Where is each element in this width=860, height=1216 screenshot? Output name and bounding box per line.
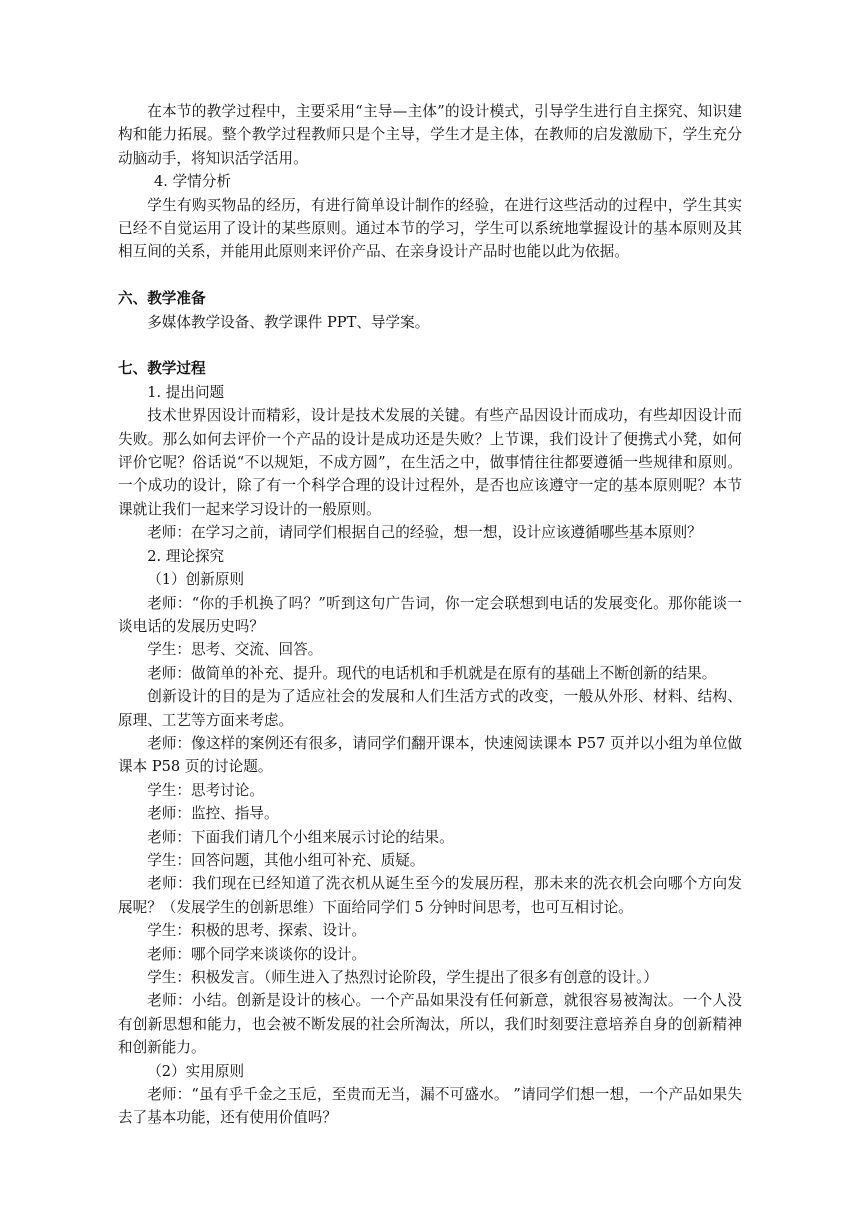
teacher-question: 老师：在学习之前，请同学们根据自己的经验，想一想，设计应该遵循哪些基本原则？ <box>147 524 702 542</box>
step-1-paragraph: 技术世界因设计而精彩，设计是技术发展的关键。有些产品因设计而成功，有些却因设计而失败。那么如何去评价一个产品的设计是成功还是失败？上节课，我们设计了便携式小凳，如何评价它呢？俗话说“不以规矩，不成方圆”，在生活之中，做事情往往都要遵循一些规律和原则。一个成功的设计，除了有一个科学合理的设计过程外，是否也应该遵守一定的基本原则呢？本节课就让我们一起来学习设计的一般原则。 <box>118 407 742 518</box>
principle-2-title: （2）实用原则 <box>147 1062 245 1080</box>
dialogue-line: 老师：哪个同学来谈谈你的设计。 <box>147 945 367 963</box>
dialogue-line: 学生：积极发言。（师生进入了热烈讨论阶段，学生提出了很多有创意的设计。） <box>147 969 658 986</box>
intro-paragraph: 在本节的教学过程中，主要采用“主导—主体”的设计模式，引导学生进行自主探究、知识建构和能力拓展。整个教学过程教师只是个主导，学生才是主体，在教师的启发激励下，学生充分动脑动手，将知识活学活用。 <box>118 103 742 167</box>
principle-1-title: （1）创新原则 <box>147 571 245 589</box>
dialogue-line: 学生：思考、交流、回答。 <box>147 641 323 659</box>
spacer <box>118 334 742 357</box>
dialogue-line: 老师：小结。创新是设计的核心。一个产品如果没有任何新意，就很容易被淘汰。一个人没有创新思想和能力，也会被不断发展的社会所淘汰，所以，我们时刻要注意培养自身的创新精神和创新能力。 <box>118 992 742 1057</box>
dialogue-line: 老师：像这样的案例还有很多，请同学们翻开课本，快速阅读课本 P57 页并以小组为单位做课本 P58 页的讨论题。 <box>118 734 742 776</box>
section-6-paragraph: 多媒体教学设备、教学课件 PPT、导学案。 <box>147 313 430 331</box>
dialogue-line: 老师：“你的手机换了吗？”听到这句广告词，你一定会联想到电话的发展变化。那你能谈一谈电话的发展历史吗？ <box>118 594 742 635</box>
item-4-title: 4. 学情分析 <box>154 173 231 191</box>
dialogue-line: 老师：我们现在已经知道了洗衣机从诞生至今的发展历程，那未来的洗衣机会向哪个方向发展呢？（发展学生的创新思维）下面给同学们 5 分钟时间思考，也可互相讨论。 <box>118 875 742 916</box>
step-1-title: 1. 提出问题 <box>147 383 225 401</box>
section-6-heading: 六、教学准备 <box>118 290 206 308</box>
item-4-paragraph: 学生有购买物品的经历，有进行简单设计制作的经验，在进行这些活动的过程中，学生其实已经不自觉运用了设计的某些原则。通过本节的学习，学生可以系统地掌握设计的基本原则及其相互间的关系，并能用此原则来评价产品、在亲身设计产品时也能以此为依据。 <box>118 196 742 261</box>
dialogue-line: 创新设计的目的是为了适应社会的发展和人们生活方式的改变，一般从外形、材料、结构、原理、工艺等方面来考虑。 <box>118 688 742 729</box>
dialogue-line: 老师：下面我们请几个小组来展示讨论的结果。 <box>147 828 454 846</box>
section-7-heading: 七、教学过程 <box>118 360 206 378</box>
dialogue-line: 老师：“虽有乎千金之玉卮，至贵而无当，漏不可盛水。 ”请同学们想一想，一个产品如果失去了基本功能，还有使用价值吗？ <box>118 1086 742 1127</box>
dialogue-line: 老师：监控、指导。 <box>147 805 279 823</box>
dialogue-line: 学生：回答问题，其他小组可补充、质疑。 <box>147 851 425 869</box>
spacer <box>118 264 742 287</box>
document-body <box>118 100 742 1130</box>
step-2-title: 2. 理论探究 <box>147 547 225 565</box>
dialogue-line: 学生：积极的思考、探索、设计。 <box>147 922 367 940</box>
dialogue-line: 学生：思考讨论。 <box>147 781 264 799</box>
dialogue-line: 老师：做简单的补充、提升。现代的电话机和手机就是在原有的基础上不断创新的结果。 <box>147 664 717 682</box>
